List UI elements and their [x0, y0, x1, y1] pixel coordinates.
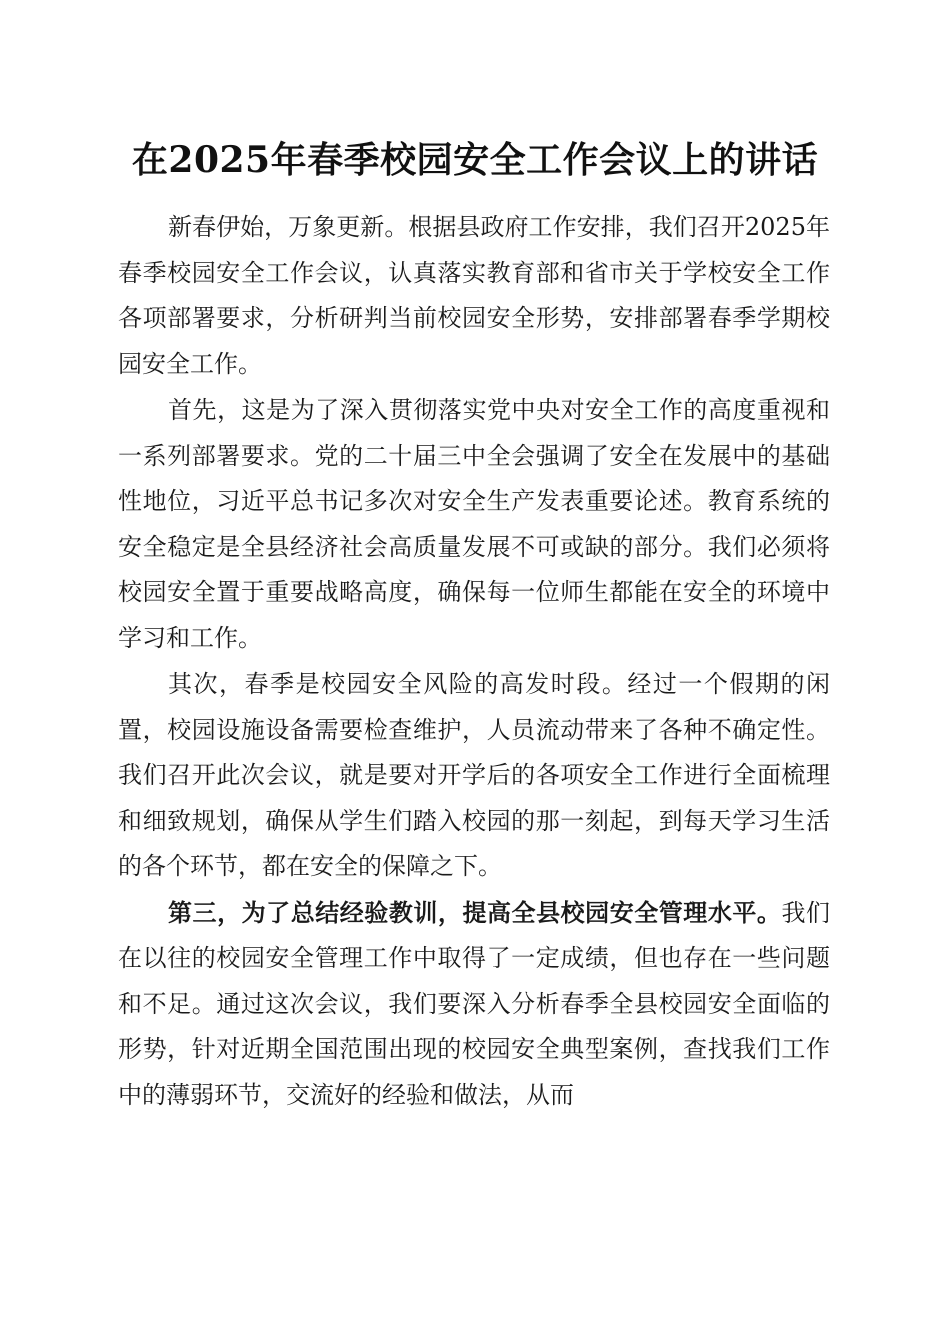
paragraph-text: 其次，春季是校园安全风险的高发时段。经过一个假期的闲置，校园设施设备需要检查维护，人员流动带来了各种不确定性。我们召开此次会议，就是要对开学后的各项安全工作进行全面梳理和细致规划，确保从学生们踏入校园的那一刻起，到每天学习生活的各个环节，都在安全的保障之下。 — [118, 670, 830, 880]
paragraph-third-point — [118, 890, 830, 1119]
paragraph-text: 新春伊始，万象更新。根据县政府工作安排，我们召开2025年春季校园安全工作会议，认真落实教育部和省市关于学校安全工作各项部署要求，分析研判当前校园安全形势，安排部署春季学期校园安全工作。 — [118, 213, 830, 378]
paragraph-opening — [118, 204, 830, 387]
paragraph-first-point — [118, 387, 830, 661]
paragraph-second-point — [118, 661, 830, 890]
paragraph-lead: 第三，为了总结经验教训，提高全县校园安全管理水平。 — [168, 897, 782, 927]
paragraph-text: 首先，这是为了深入贯彻落实党中央对安全工作的高度重视和一系列部署要求。党的二十届三中全会强调了安全在发展中的基础性地位，习近平总书记多次对安全生产发表重要论述。教育系统的安全稳定是全县经济社会高质量发展不可或缺的部分。我们必须将校园安全置于重要战略高度，确保每一位师生都能在安全的环境中学习和工作。 — [118, 396, 830, 652]
document-title: 在2025年春季校园安全工作会议上的讲话 — [131, 139, 819, 181]
paragraph-text: 我们在以往的校园安全管理工作中取得了一定成绩，但也存在一些问题和不足。通过这次会议，我们要深入分析春季全县校园安全面临的形势，针对近期全国范围出现的校园安全典型案例，查找我们工作中的薄弱环节，交流好的经验和做法，从而 — [118, 898, 831, 1109]
document-body — [118, 204, 830, 1118]
